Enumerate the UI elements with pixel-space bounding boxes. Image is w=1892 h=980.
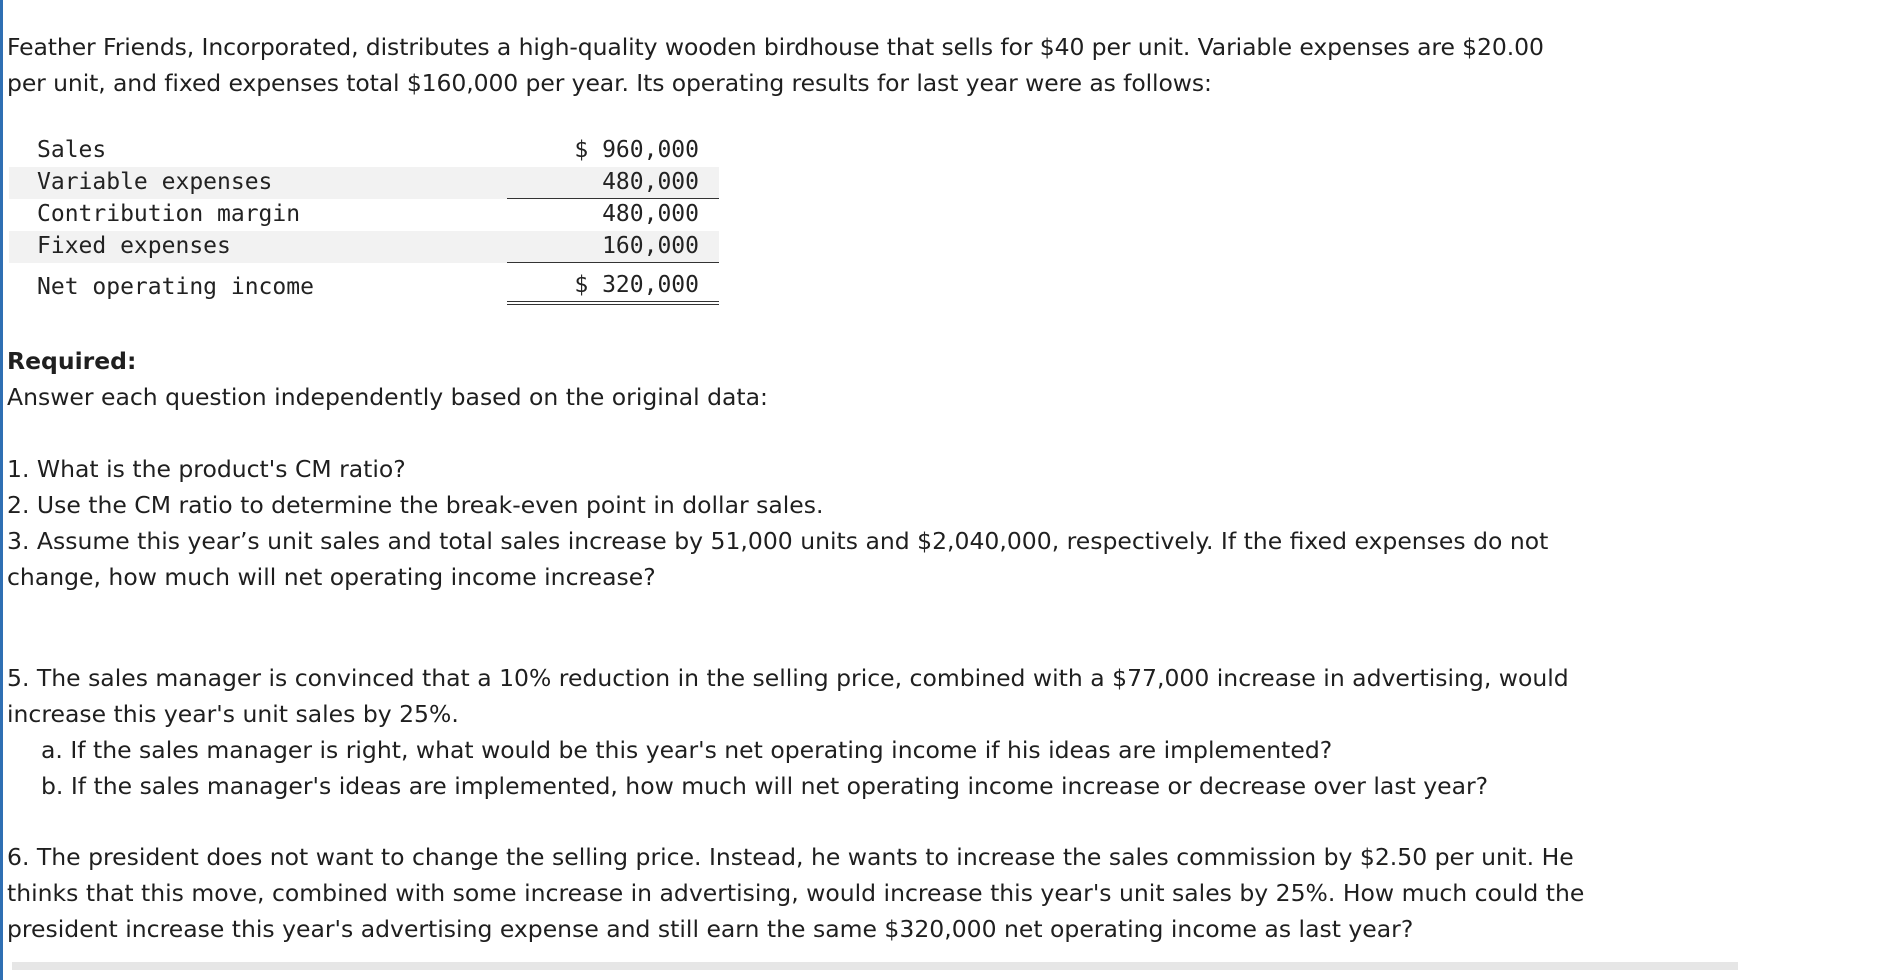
question-5-line-1: 5. The sales manager is convinced that a 10% reduction in the selling price, combined with a $77,000 increase in advertising, would (7, 664, 1569, 692)
row-label: Net operating income (37, 273, 314, 300)
question-5-line-2: increase this year's unit sales by 25%. (7, 700, 459, 728)
question-6 (7, 839, 1877, 947)
income-statement-table (9, 135, 719, 305)
question-5b: b. If the sales manager's ideas are implemented, how much will net operating income increase or decrease over last year? (41, 772, 1489, 800)
row-label: Sales (37, 137, 107, 163)
required-section (7, 343, 1877, 415)
statement-row-fixed-expenses (9, 231, 719, 263)
row-amount: 480,000 (507, 167, 719, 199)
question-6-line-3: president increase this year's advertising expense and still earn the same $320,000 net operating income as last year? (7, 915, 1414, 943)
questions-1-3 (7, 451, 1877, 595)
question-1: 1. What is the product's CM ratio? (7, 455, 406, 483)
question-6-line-2: thinks that this move, combined with some increase in advertising, would increase this year's unit sales by 25%. How much could the (7, 879, 1585, 907)
row-amount: 480,000 (602, 201, 699, 227)
row-amount: $ 960,000 (574, 137, 699, 163)
question-2: 2. Use the CM ratio to determine the break-even point in dollar sales. (7, 491, 824, 519)
question-3-line-2: change, how much will net operating income increase? (7, 563, 656, 591)
question-5a: a. If the sales manager is right, what would be this year's net operating income if his ideas are implemented? (41, 736, 1333, 764)
required-instruction: Answer each question independently based on the original data: (7, 383, 768, 411)
statement-row-contribution-margin (9, 199, 719, 231)
problem-intro (7, 29, 1877, 101)
row-label: Variable expenses (9, 167, 507, 199)
question-5 (7, 660, 1877, 804)
intro-line-2: per unit, and fixed expenses total $160,000 per year. Its operating results for last year were as follows: (7, 69, 1212, 97)
statement-row-sales (9, 135, 719, 167)
row-amount: 160,000 (507, 231, 719, 263)
left-border-rule (0, 0, 3, 980)
row-label: Contribution margin (37, 201, 301, 227)
statement-row-variable-expenses (9, 167, 719, 199)
required-heading: Required: (7, 347, 137, 375)
statement-row-net-operating-income (9, 263, 719, 304)
question-3-line-1: 3. Assume this year’s unit sales and total sales increase by 51,000 units and $2,040,000, respectively. If the fixed expenses do not (7, 527, 1549, 555)
row-amount: $ 320,000 (507, 263, 719, 304)
row-label: Fixed expenses (9, 231, 507, 263)
intro-line-1: Feather Friends, Incorporated, distributes a high-quality wooden birdhouse that sells for $40 per unit. Variable expenses are $20.00 (7, 33, 1544, 61)
question-6-line-1: 6. The president does not want to change the selling price. Instead, he wants to increase the sales commission by $2.50 per unit. He (7, 843, 1574, 871)
bottom-divider (12, 962, 1738, 970)
